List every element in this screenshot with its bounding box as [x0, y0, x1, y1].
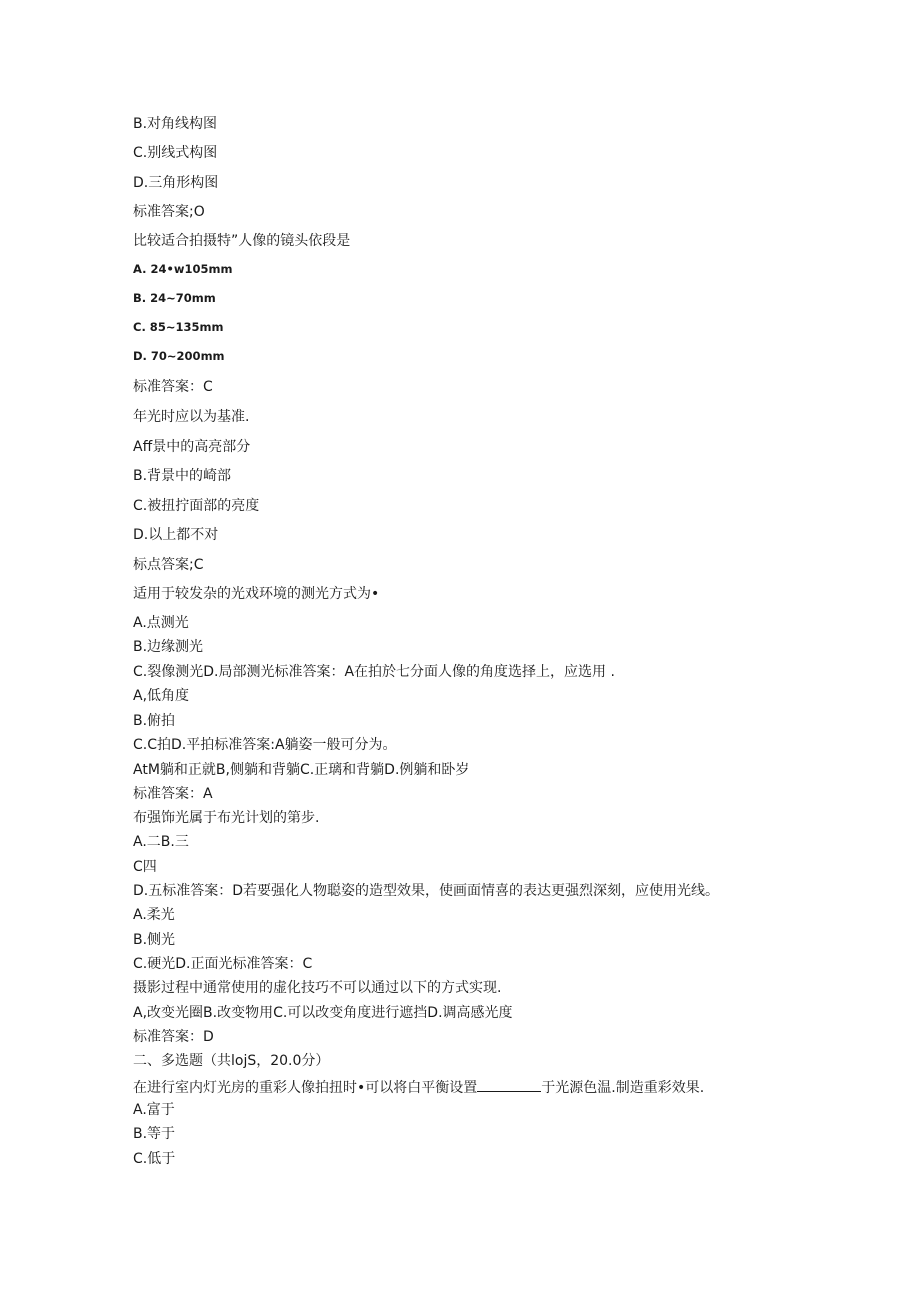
- option-b-equal: B.等于: [133, 1126, 176, 1142]
- fill-blank: [477, 1077, 541, 1092]
- question-lighting-plan: 布强饰光属于布光计划的第步.: [133, 810, 320, 826]
- question-lens: 比较适合拍摄特”人像的镜头依段是: [133, 233, 351, 249]
- question-white-balance-start: 在进行室内灯光房的重彩人像拍扭时•可以将白平衡设置: [133, 1080, 478, 1096]
- option-a-lens: A. 24•w105mm: [133, 262, 233, 276]
- question-white-balance: [133, 1077, 704, 1097]
- question-metering-mode: 适用于较发杂的光戏环境的测光方式为•: [133, 586, 380, 602]
- option-b-edge: B.边缘测光: [133, 639, 204, 655]
- option-d-none: D.以上都不对: [133, 527, 219, 543]
- option-b-high-angle: B.俯拍: [133, 713, 176, 729]
- option-b-side: B.侧光: [133, 932, 176, 948]
- answer-line: 标准答案：A: [133, 786, 213, 802]
- option-a-spot: A.点测光: [133, 615, 189, 631]
- option-c-four: C四: [133, 859, 157, 875]
- option-a-higher: A.富于: [133, 1102, 175, 1118]
- option-d-triangle: D.三角形构图: [133, 175, 219, 191]
- option-c-lower: C.低于: [133, 1151, 176, 1167]
- option-c-composition: C.别线式构图: [133, 145, 218, 161]
- section-heading-multiple-choice: 二、多选题（共lojS，20.0分）: [133, 1053, 330, 1069]
- option-a-low-angle: A,低角度: [133, 688, 190, 704]
- options-ab-step: A.二B.三: [133, 834, 189, 850]
- answer-line: 标准答案;O: [133, 204, 205, 220]
- answer-line: 标点答案;C: [133, 557, 204, 573]
- options-cd-hard-front: C.硬光D.正面光标准答案：C: [133, 956, 313, 972]
- option-b-diagonal: B.对角线构图: [133, 116, 218, 132]
- answer-line: 标准答案：C: [133, 379, 213, 395]
- options-blur: A,改变光圈B.改变物用C.可以改变角度进行遮挡D.调高感光度: [133, 1005, 513, 1021]
- options-pose: AtM躺和正就B,侧躺和背躺C.正璃和背躺D.例躺和卧岁: [133, 762, 470, 778]
- answer-line: 标准答案：D: [133, 1029, 214, 1045]
- option-d-lens: D. 70~200mm: [133, 349, 225, 363]
- option-c-face: C.被扭拧面部的亮度: [133, 498, 260, 514]
- option-b-background: B.背景中的崎部: [133, 468, 232, 484]
- question-blur: 摄影过程中通常使用的虚化技巧不可以通过以下的方式实现.: [133, 980, 502, 996]
- option-a-highlight: Aff景中的高亮部分: [133, 439, 251, 455]
- question-white-balance-end: 于光源色温.制造重彩效果.: [541, 1080, 705, 1096]
- option-b-lens: B. 24~70mm: [133, 291, 216, 305]
- option-cd-and-question-pose: C.C拍D.平拍标准答案:A躺姿一般可分为。: [133, 737, 397, 753]
- option-c-lens: C. 85~135mm: [133, 320, 224, 334]
- option-a-soft: A.柔光: [133, 907, 175, 923]
- option-d-and-question-light: D.五标准答案：D若要强化人物聪姿的造型效果，使画面情喜的表达更强烈深刻，应使用光线。: [133, 883, 720, 899]
- option-cd-and-question-angle: C.裂像测光D.局部测光标准答案：A在拍於七分面人像的角度选择上，应选用 .: [133, 664, 615, 680]
- question-metering-basis: 年光时应以为基准.: [133, 409, 250, 425]
